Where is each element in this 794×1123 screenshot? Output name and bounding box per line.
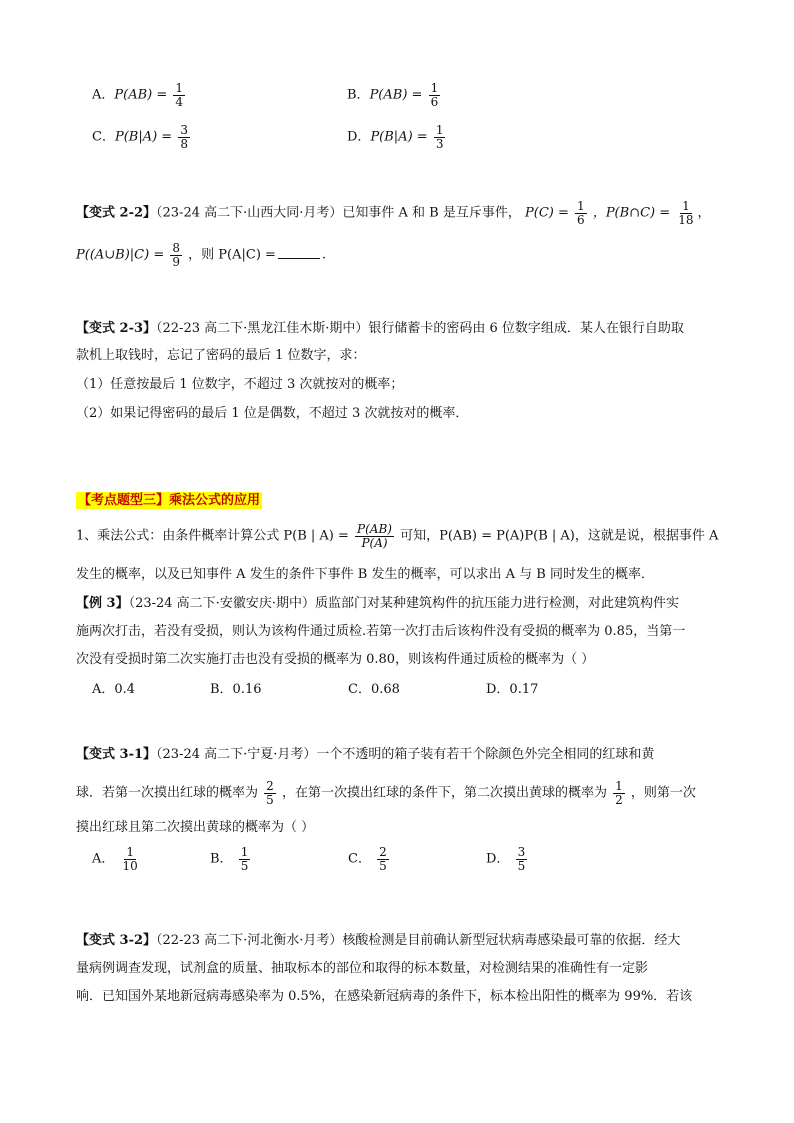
variant-tag: 【变式 3-1】: [76, 747, 157, 762]
option-b: B．P(AB) = $\frac{1}{6}$: [347, 81, 439, 109]
option-d: D．P(B|A) = $\frac{1}{3}$: [347, 123, 444, 151]
variant-3-1-line1: 【变式 3-1】（23-24 高二下·宁夏·月考）一个不透明的箱子装有若干个除颜色外完全相同的红球和黄: [76, 747, 655, 762]
variant-2-2-line2: P((A∪B)|C) = $\frac{8}{9}$ ，则 P(A|C) = .: [76, 241, 327, 269]
option-c-expr: P(B|A) =: [114, 129, 173, 145]
example-3-line2: 施两次打击，若没有受损，则认为该构件通过质检.若第一次打击后该构件没有受损的概率为 0.85，当第一: [76, 624, 686, 639]
variant-3-1-option-b: B． $\frac{1}{5}$: [210, 845, 249, 873]
variant-2-3-q1: （1）任意按最后 1 位数字，不超过 3 次就按对的概率；: [76, 377, 404, 392]
option-a-expr: P(AB) =: [114, 87, 168, 103]
answer-blank: [278, 258, 320, 259]
example-3-line1: 【例 3】（23-24 高二下·安徽安庆·期中）质监部门对某种建筑构件的抗压能力进行检测，对此建筑构件实: [76, 596, 679, 611]
variant-3-1-line3: 摸出红球且第二次摸出黄球的概率为（ ）: [76, 820, 315, 835]
variant-tag: 【变式 2-2】: [76, 205, 157, 221]
variant-3-2-line2: 量病例调查发现，试剂盒的质量、抽取标本的部位和取得的标本数量，对检测结果的准确性有一定影: [76, 961, 649, 976]
variant-3-1-option-c: C． $\frac{2}{5}$: [348, 845, 387, 873]
option-d-expr: P(B|A) =: [370, 129, 428, 145]
section-heading: 【考点题型三】乘法公式的应用: [78, 493, 261, 508]
variant-3-1-line2: 球．若第一次摸出红球的概率为 $\frac{2}{5}$ ，在第一次摸出红球的条件下，第二次摸出黄球的概率为 $\frac{1}{2}$ ，则第一次: [76, 779, 696, 807]
variant-3-1-option-a: A． $\frac{1}{10}$: [92, 845, 138, 873]
variant-3-1-option-d: D． $\frac{3}{5}$: [486, 845, 526, 873]
variant-tag: 【变式 3-2】: [76, 933, 157, 948]
variant-3-2-line3: 响．已知国外某地新冠病毒感染率为 0.5%，在感染新冠病毒的条件下，标本检出阳性的概率为 99%．若该: [76, 989, 693, 1004]
variant-2-2-line1: 【变式 2-2】（23-24 高二下·山西大同·月考）已知事件 A 和 B 是互斥事件， P(C) = $\frac{1}{6}$ ，P(B∩C) = $\frac{1}{18}$ ，: [76, 199, 711, 227]
option-b-expr: P(AB) =: [369, 87, 423, 103]
example-3-option-c: C．0.68: [348, 682, 400, 697]
option-c: C．P(B|A) = $\frac{3}{8}$: [92, 123, 188, 151]
section-3-para-line2: 发生的概率，以及已知事件 A 发生的条件下事件 B 发生的概率，可以求出 A 与 B 同时发生的概率．: [76, 567, 654, 582]
example-3-line3: 次没有受损时第二次实施打击也没有受损的概率为 0.80，则该构件通过质检的概率为（ ）: [76, 652, 595, 667]
option-a: A．P(AB) = $\frac{1}{4}$: [92, 81, 184, 109]
variant-3-2-line1: 【变式 3-2】（22-23 高二下·河北衡水·月考）核酸检测是目前确认新型冠状病毒感染最可靠的依据．经大: [76, 933, 681, 948]
option-a-fraction: $\frac{1}{4}$: [175, 81, 184, 109]
variant-2-3-line1: 【变式 2-3】（22-23 高二下·黑龙江佳木斯·期中）银行储蓄卡的密码由 6 位数字组成．某人在银行自助取: [76, 321, 684, 336]
variant-2-3-line2: 款机上取钱时，忘记了密码的最后 1 位数字，求：: [76, 348, 366, 363]
option-d-fraction: $\frac{1}{3}$: [435, 123, 444, 151]
option-b-fraction: $\frac{1}{6}$: [430, 81, 439, 109]
option-c-fraction: $\frac{3}{8}$: [180, 123, 188, 151]
variant-2-3-q2: （2）如果记得密码的最后 1 位是偶数，不超过 3 次就按对的概率．: [76, 406, 469, 421]
example-3-option-a: A．0.4: [92, 682, 136, 697]
example-3-option-d: D．0.17: [486, 682, 539, 697]
example-tag: 【例 3】: [76, 596, 129, 611]
variant-tag: 【变式 2-3】: [76, 321, 157, 336]
section-3-para-line1: 1、乘法公式：由条件概率计算公式 P(B | A) = $\frac{P(AB)}{P(A)}$ 可知，P(AB) = P(A)P(B | A)，这就是说，根据事件 A: [76, 522, 719, 550]
example-3-option-b: B．0.16: [210, 682, 262, 697]
